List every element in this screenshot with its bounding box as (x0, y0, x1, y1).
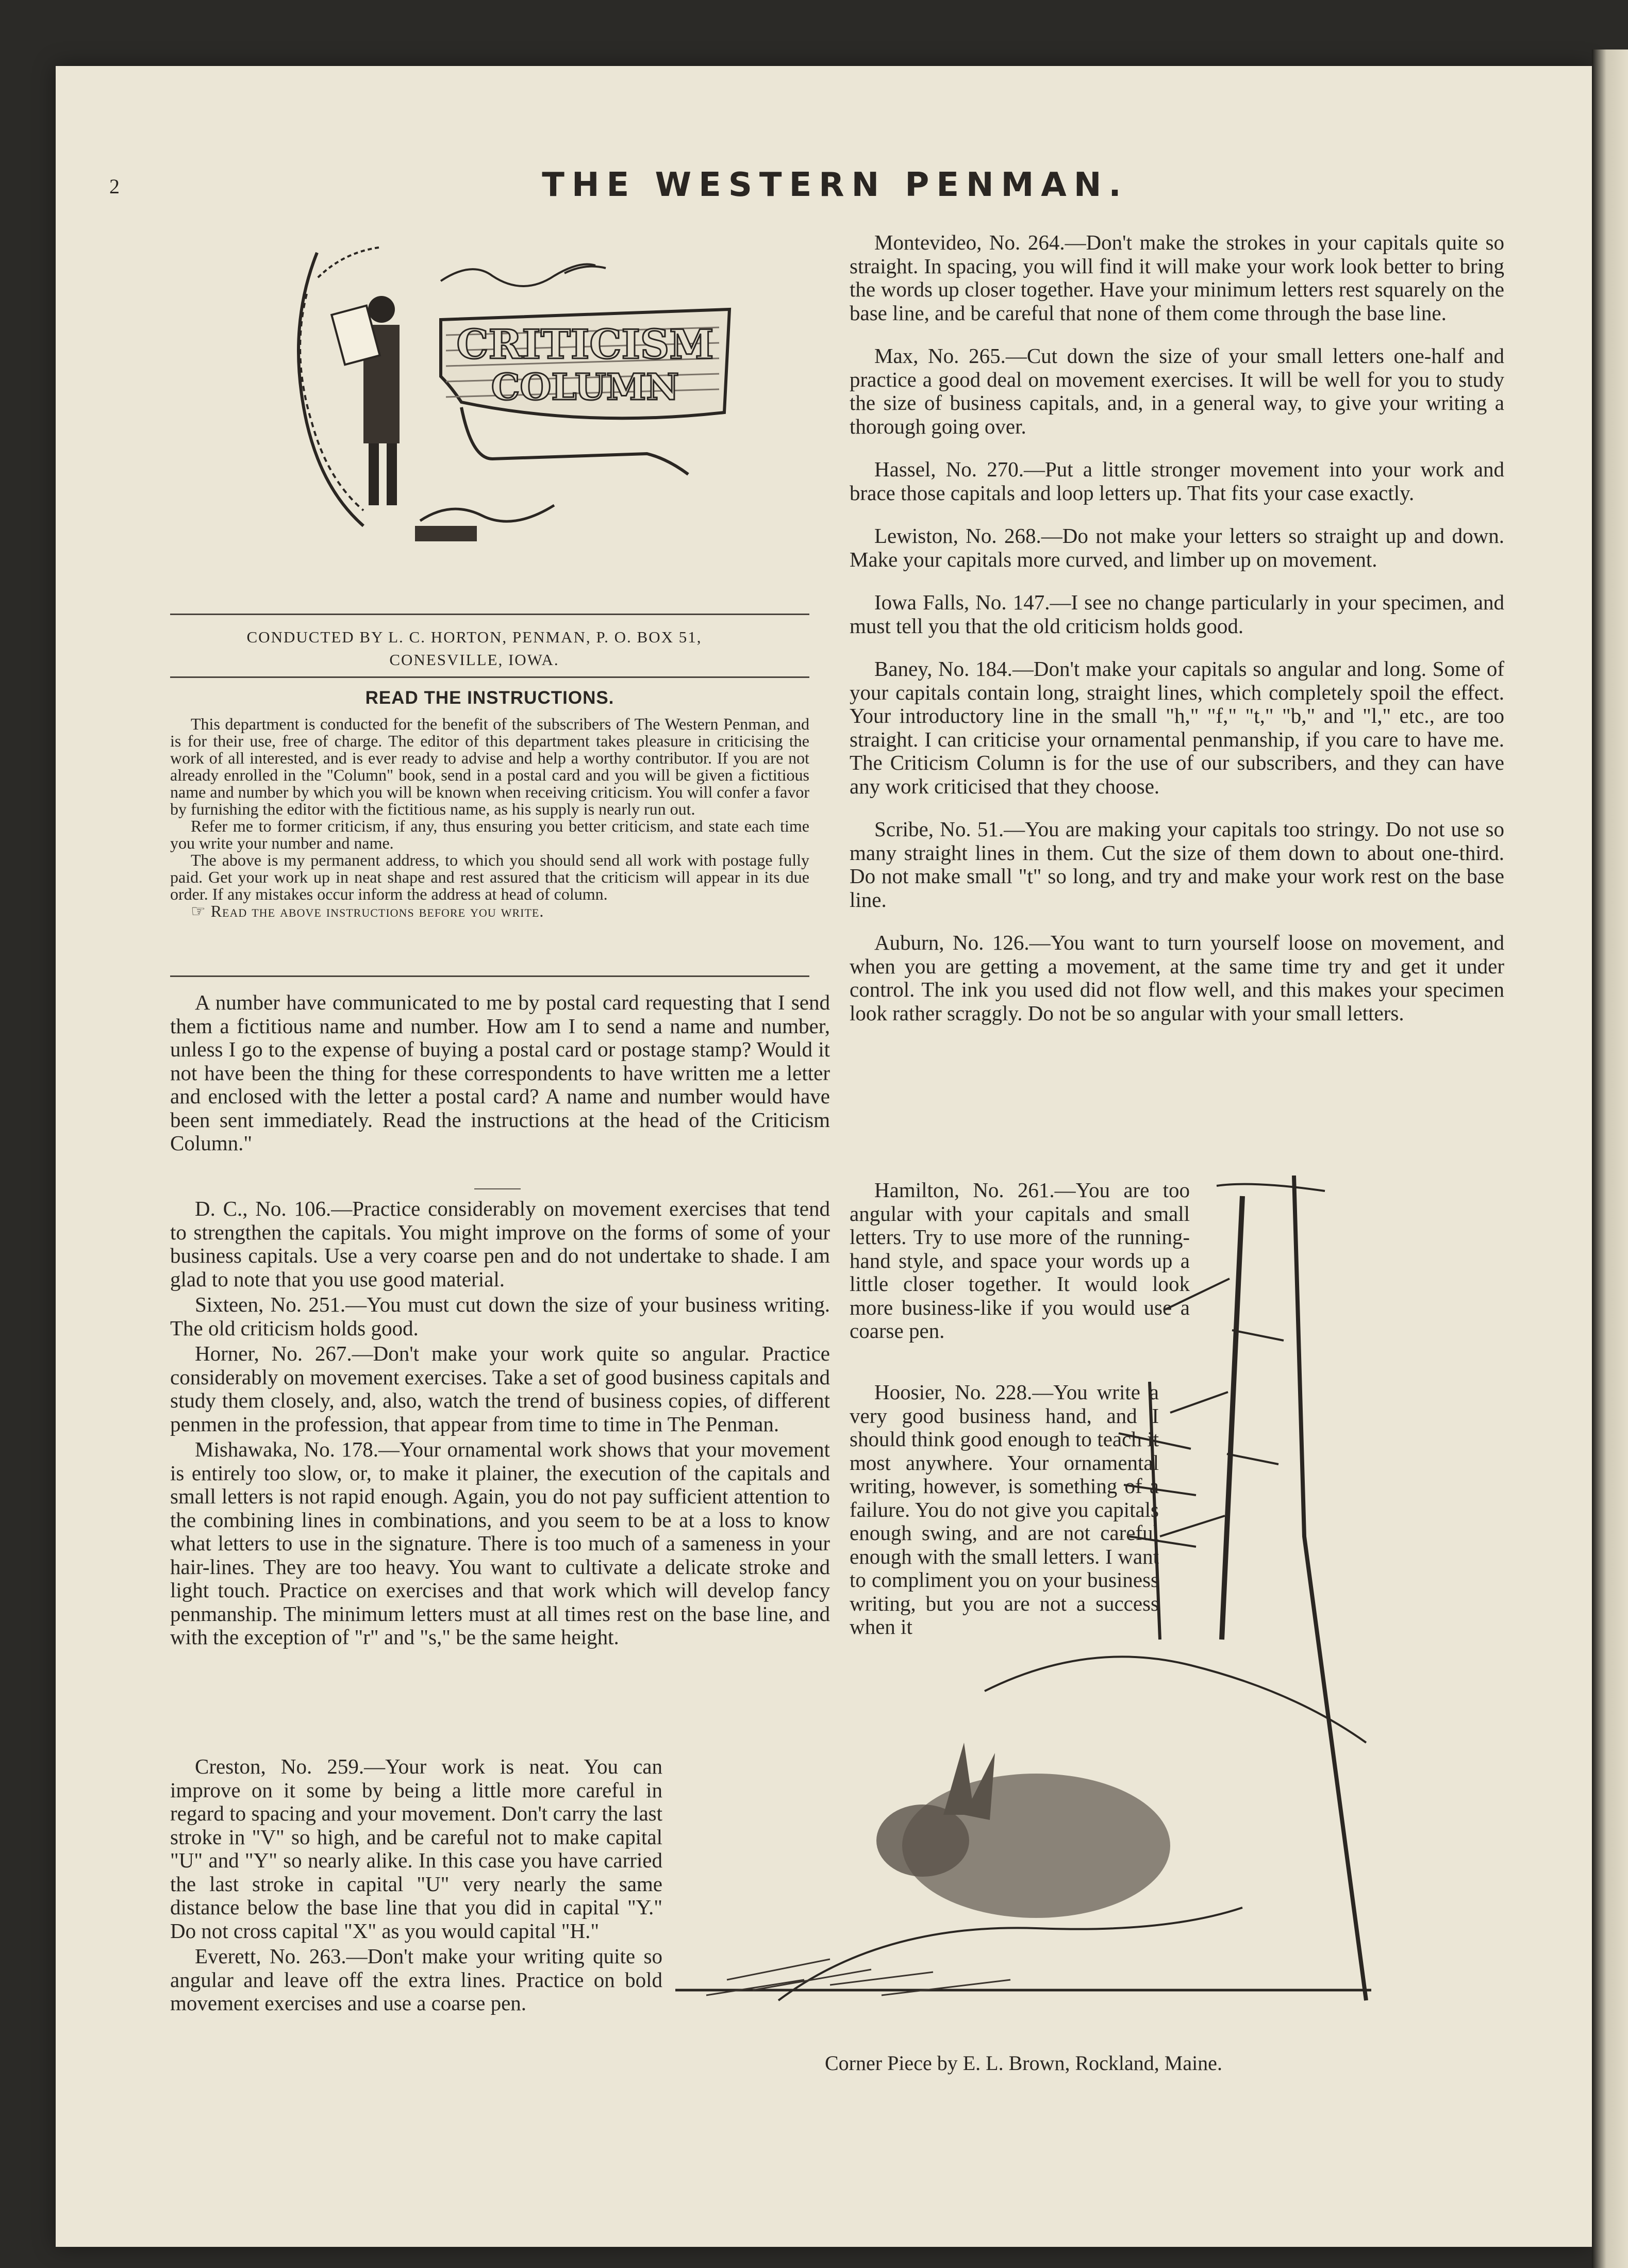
left-column-narrow (170, 1755, 662, 2017)
instructions-p2: Refer me to former criticism, if any, thus ensuring you better criticism, and state each time you write your number and name. (170, 817, 809, 852)
instructions-p1: This department is conducted for the benefit of the subscribers of The Western Penman, and is for their use, free of charge. The editor of this department takes pleasure in criticising the work of all interested, and is ever ready to advise and help a worthy contributor. If you are not already enrolled in the "Column" book, send in a postal card and you will be given a fictitious name and number by which you will be known when receiving criticism. You will confer a favor by furnishing the editor with the fictitious name, as his supply is nearly run out. (170, 715, 809, 818)
instructions-body (170, 716, 809, 920)
paragraph: Hamilton, No. 261.—You are too angular with your capitals and small letters. Try to use more of the running-hand style, and space your words up a little closer together. It would look more business-like if you would use a coarse pen. (850, 1178, 1190, 1343)
rule (170, 614, 809, 615)
corner-piece-illustration (675, 1176, 1371, 2011)
paragraph: Everett, No. 263.—Don't make your writing quite so angular and leave off the extra lines. Practice on bold movement exercises and use a coarse pen. (170, 1944, 662, 2015)
paragraph: Baney, No. 184.—Don't make your capitals so angular and long. Some of your capitals contain long, straight lines, which completely spoil the effect. Your introductory line in the small "h," "f," "t," "b," and "l," etc., are too straight. I can criticise your ornamental penmanship, if you care to have me. The Criticism Column is for the use of our subscribers, and they can have any work criticised that they choose. (850, 657, 1504, 798)
paragraph: D. C., No. 106.—Practice considerably on movement exercises that tend to strengthen the capitals. You might improve on the forms of some of your business capitals. Use a very coarse pen and do not undertake to shade. I am glad to note that you use good material. (170, 1197, 830, 1291)
paragraph: Hoosier, No. 228.—You write a very good business hand, and I should think good enough to teach it most anywhere. Your ornamental writing, however, is something of a failure. You do not give you capitals enough swing, and are not careful enough with the small letters. I want to compliment you on your business writing, but you are not a success when it (850, 1380, 1159, 1638)
paragraph: Iowa Falls, No. 147.—I see no change particularly in your specimen, and must tell you that the old criticism holds good. (850, 590, 1504, 638)
divider (474, 1188, 521, 1189)
instructions-p3: The above is my permanent address, to which you should send all work with postage fully paid. Get your work up in neat shape and rest assured that the criticism will appear in its due order. If any mistakes occur inform the address at head of column. (170, 851, 809, 903)
running-title: THE WESTERN PENMAN. (542, 166, 1128, 204)
instructions-heading: READ THE INSTRUCTIONS. (365, 688, 614, 708)
rule (170, 676, 809, 678)
paragraph: Lewiston, No. 268.—Do not make your letters so straight up and down. Make your capitals more curved, and limber up on movement. (850, 524, 1504, 571)
paragraph: Scribe, No. 51.—You are making your capitals too stringy. Do not use so many straight lines in them. Cut the size of them down to about one-third. Do not make small "t" so long, and try and make your work rest on the base line. (850, 817, 1504, 912)
paragraph: Creston, No. 259.—Your work is neat. You can improve on it some by being a little more careful in regard to spacing and your movement. Don't carry the last stroke in "V" so high, and be careful not to make capital "U" and "Y" so nearly alike. In this case you have carried the last stroke in capital "U" very nearly the same distance below the base line that you did in capital "Y." Do not cross capital "X" as you would capital "H." (170, 1754, 662, 1943)
paragraph: Sixteen, No. 251.—You must cut down the size of your business writing. The old criticism holds good. (170, 1293, 830, 1340)
page-number: 2 (109, 175, 120, 198)
paragraph: Montevideo, No. 264.—Don't make the strokes in your capitals quite so straight. In spacing, you will find it will make your work look better to bring the words up closer together. Have your minimum letters rest squarely on the base line, and be careful that none of them come through the base line. (850, 230, 1504, 325)
paragraph: A number have communicated to me by postal card requesting that I send them a fictitious name and number. How am I to send a name and number, unless I go to the expense of buying a postal card or postage stamp? Would it not have been the thing for these correspondents to have written me a letter and enclosed with the letter a postal card? A name and number would have been sent immediately. Read the instructions at the head of the Criticism Column." (170, 990, 830, 1155)
conducted-line-1: CONDUCTED BY L. C. HORTON, PENMAN, P. O. BOX 51, (246, 628, 702, 646)
paragraph: Auburn, No. 126.—You want to turn yourself loose on movement, and when you are getting a movement, at the same time try and get it under control. The ink you used did not flow well, and this makes your specimen look rather scraggly. Do not be so angular with your small letters. (850, 931, 1504, 1025)
book-spine (1592, 49, 1628, 2268)
left-column (170, 991, 830, 1175)
rule (170, 975, 809, 977)
rabbit-icon (876, 1743, 1170, 1918)
right-column (850, 231, 1504, 1045)
emblem-title-1: CRITICISM (456, 321, 714, 368)
criticism-column-emblem (276, 232, 740, 603)
conducted-by (170, 626, 778, 671)
paragraph: Mishawaka, No. 178.—Your ornamental work shows that your movement is entirely too slow, or, to make it plainer, the execution of the capitals and small letters is not rapid enough. Again, you do not pay sufficient attention to the combining lines in combinations, and you seem to be at a loss to know what letters to use in the signature. There is too much of a sameness in your hair-lines. They are too heavy. You want to cultivate a delicate stroke and light touch. Practice on exercises and that work which will develop fancy penmanship. The minimum letters must at all times rest on the base line, and with the exception of "r" and "s," be the same height. (170, 1437, 830, 1649)
illustration-caption: Corner Piece by E. L. Brown, Rockland, Maine. (825, 2051, 1222, 2075)
instructions-p4: ☞ Read the above instructions before you write. (191, 902, 544, 920)
paragraph: Max, No. 265.—Cut down the size of your small letters one-half and practice a good deal on movement exercises. It will be well for you to study the size of business capitals, and, in a general way, to give your writing a thorough going over. (850, 344, 1504, 438)
paragraph: Horner, No. 267.—Don't make your work quite so angular. Practice considerably on movement exercises. Take a set of good business capitals and study them closely, and, also, watch the trend of business copies, of different penmen in the profession, that appear from time to time in The Penman. (170, 1342, 830, 1436)
emblem-title-2: COLUMN (491, 366, 679, 408)
penman-figure-icon (331, 296, 400, 505)
conducted-line-2: CONESVILLE, IOWA. (389, 651, 559, 669)
paragraph: Hassel, No. 270.—Put a little stronger movement into your work and brace those capitals and loop letters up. That fits your case exactly. (850, 457, 1504, 505)
